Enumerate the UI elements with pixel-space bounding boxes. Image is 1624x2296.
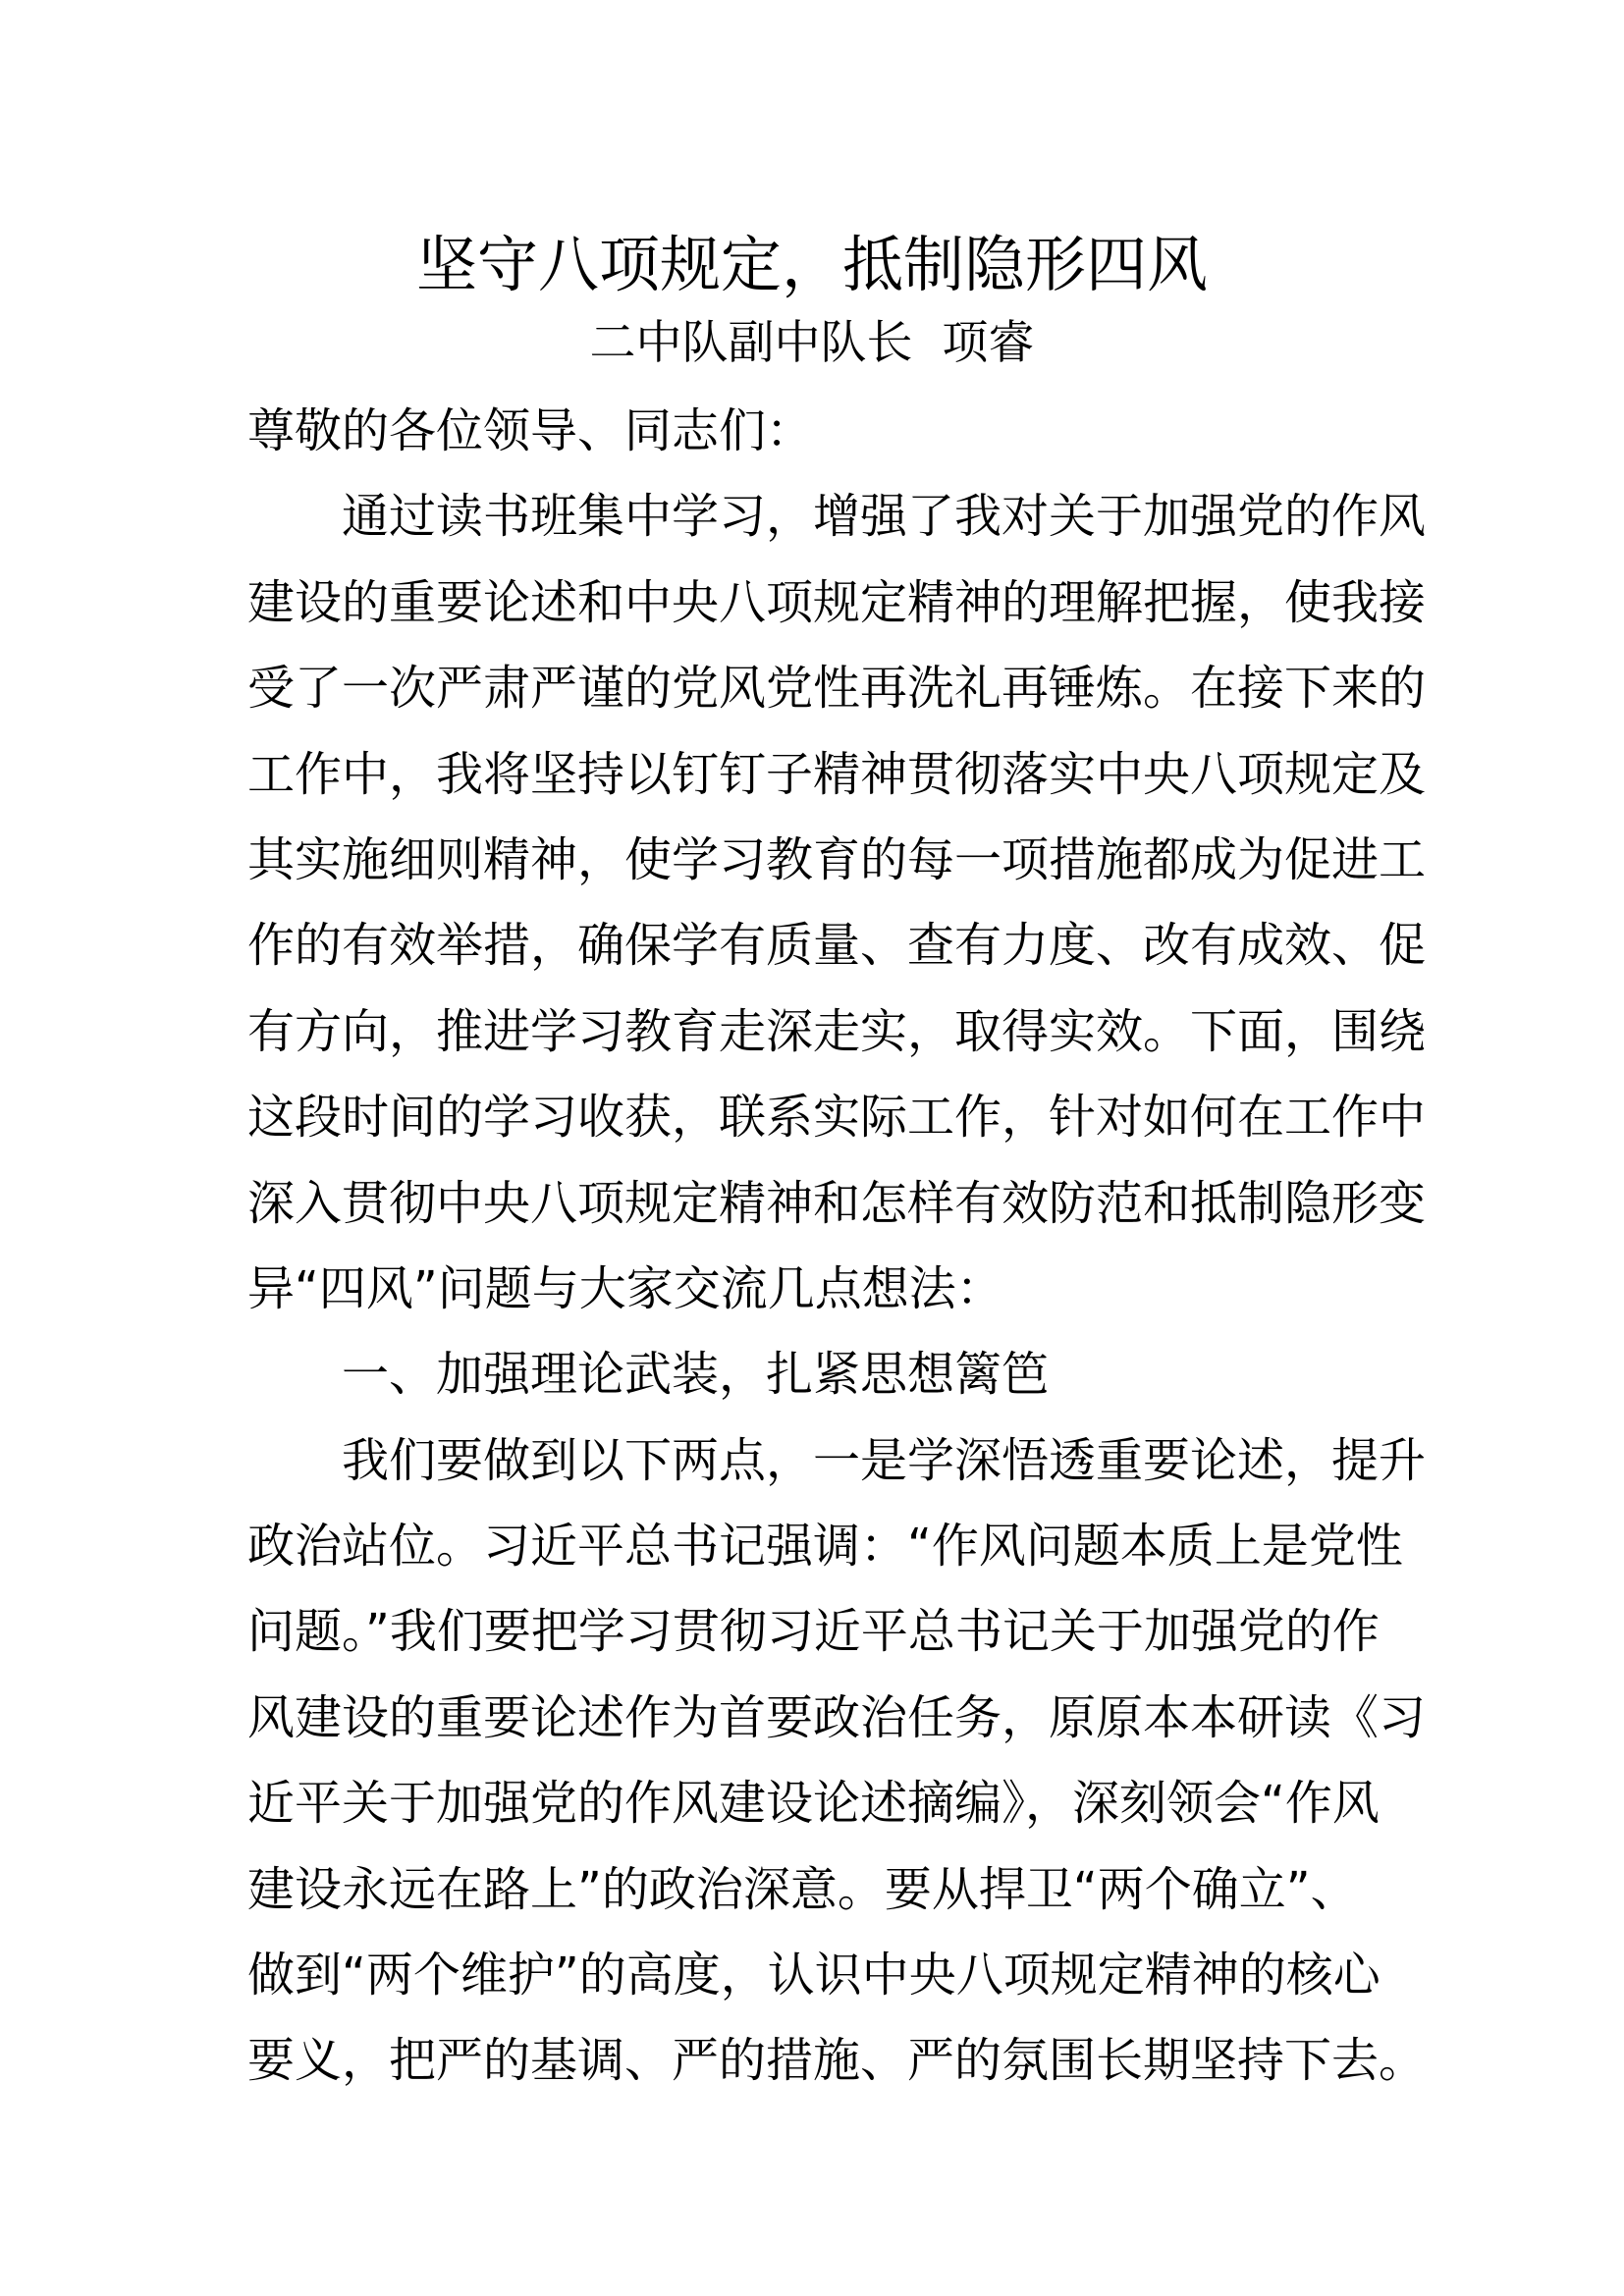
text-line: 这段时间的学习收获，联系实际工作，针对如何在工作中 xyxy=(247,1090,1427,1146)
text-line: 要义，把严的基调、严的措施、严的氛围长期坚持下去。 xyxy=(247,2033,1427,2089)
text-line: 建设永远在路上”的政治深意。要从捍卫“两个确立”、 xyxy=(247,1861,1358,1917)
text-line: 有方向，推进学习教育走深走实，取得实效。下面，围绕 xyxy=(247,1003,1427,1059)
text-line: 政治站位。习近平总书记强调：“作风问题本质上是党性 xyxy=(247,1519,1403,1575)
text-line: 作的有效举措，确保学有质量、查有力度、改有成效、促 xyxy=(247,918,1427,974)
text-line: 建设的重要论述和中央八项规定精神的理解把握，使我接 xyxy=(247,574,1427,630)
salutation: 尊敬的各位领导、同志们： xyxy=(247,403,814,458)
document-body xyxy=(247,389,1427,2105)
text-line: 其实施细则精神，使学习教育的每一项措施都成为促进工 xyxy=(247,831,1427,887)
text-line: 问题。”我们要把学习贯彻习近平总书记关于加强党的作 xyxy=(247,1604,1380,1660)
section-heading: 一、加强理论武装，扎紧思想篱笆 xyxy=(342,1347,1050,1403)
text-line: 风建设的重要论述作为首要政治任务，原原本本研读《习 xyxy=(247,1689,1427,1745)
text-line: 近平关于加强党的作风建设论述摘编》，深刻领会“作风 xyxy=(247,1776,1380,1832)
text-line: 深入贯彻中央八项规定精神和怎样有效防范和抵制隐形变 xyxy=(247,1175,1427,1231)
text-line: 做到“两个维护”的高度，认识中央八项规定精神的核心 xyxy=(247,1948,1380,2003)
text-line: 通过读书班集中学习，增强了我对关于加强党的作风 xyxy=(342,489,1427,545)
text-line: 受了一次严肃严谨的党风党性再洗礼再锤炼。在接下来的 xyxy=(247,661,1427,717)
document-title: 坚守八项规定，抵制隐形四风 xyxy=(415,229,1208,300)
text-line: 工作中，我将坚持以钉钉子精神贯彻落实中央八项规定及 xyxy=(247,746,1427,802)
text-line: 异“四风”问题与大家交流几点想法： xyxy=(247,1260,1003,1316)
document-author: 二中队副中队长 项睿 xyxy=(589,316,1035,370)
text-line: 我们要做到以下两点，一是学深悟透重要论述，提升 xyxy=(342,1432,1427,1488)
